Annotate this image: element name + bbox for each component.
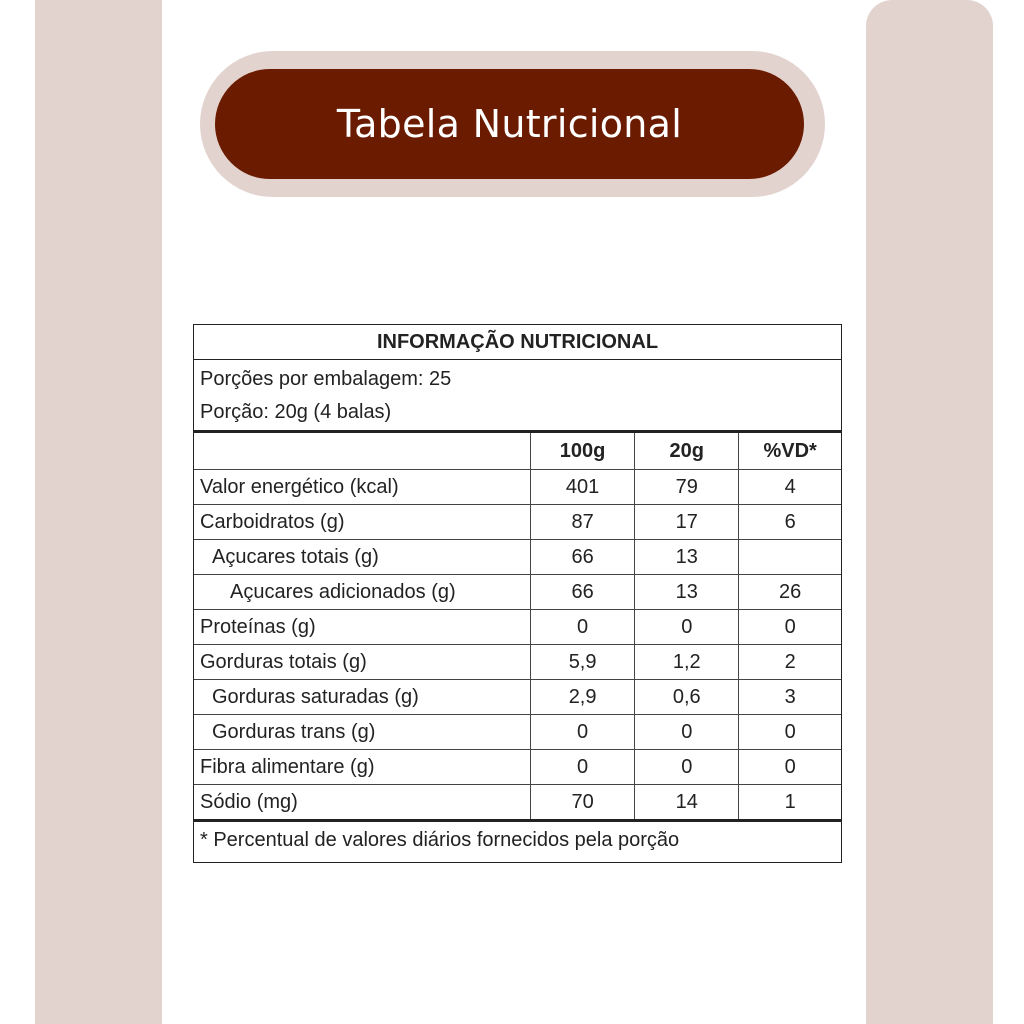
value-20g: 14 [635,785,739,821]
table-row [194,540,841,575]
nutrient-label: Carboidratos (g) [194,505,531,540]
value-100g: 5,9 [531,645,635,680]
table-row [194,785,841,821]
nutrient-label: Gorduras trans (g) [194,715,531,750]
value-vd: 0 [739,750,841,785]
value-vd: 0 [739,610,841,645]
right-decorative-band [866,0,993,1024]
value-vd: 2 [739,645,841,680]
value-20g: 0 [635,750,739,785]
nutrient-label: Fibra alimentare (g) [194,750,531,785]
value-vd: 3 [739,680,841,715]
nutrient-label: Gorduras totais (g) [194,645,531,680]
value-vd: 4 [739,470,841,505]
servings-per-package: Porções por embalagem: 25 [200,368,452,390]
nutrient-grid [194,433,841,822]
nutrient-label: Açucares totais (g) [194,540,531,575]
page-title: Tabela Nutricional [336,102,683,146]
column-header-row [194,433,841,470]
value-100g: 70 [531,785,635,821]
value-100g: 66 [531,540,635,575]
nutrient-label: Açucares adicionados (g) [194,575,531,610]
nutrient-label: Proteínas (g) [194,610,531,645]
title-banner [215,69,804,179]
table-row [194,750,841,785]
value-100g: 87 [531,505,635,540]
nutrition-table-title: INFORMAÇÃO NUTRICIONAL [194,325,841,360]
serving-info [194,360,841,433]
value-vd [739,540,841,575]
value-100g: 0 [531,715,635,750]
value-100g: 66 [531,575,635,610]
value-100g: 401 [531,470,635,505]
value-20g: 0,6 [635,680,739,715]
column-header-vd: %VD* [739,433,841,470]
table-row [194,715,841,750]
serving-size: Porção: 20g (4 balas) [200,401,392,423]
value-20g: 0 [635,610,739,645]
table-row [194,470,841,505]
value-20g: 13 [635,575,739,610]
value-20g: 17 [635,505,739,540]
nutrient-label: Sódio (mg) [194,785,531,821]
value-100g: 2,9 [531,680,635,715]
column-header-20g: 20g [635,433,739,470]
table-row [194,680,841,715]
value-20g: 79 [635,470,739,505]
value-20g: 13 [635,540,739,575]
value-20g: 1,2 [635,645,739,680]
value-100g: 0 [531,750,635,785]
value-vd: 1 [739,785,841,821]
value-vd: 0 [739,715,841,750]
left-decorative-band [35,0,162,1024]
nutrient-label: Gorduras saturadas (g) [194,680,531,715]
value-20g: 0 [635,715,739,750]
column-header-100g: 100g [531,433,635,470]
value-vd: 26 [739,575,841,610]
nutrition-facts-table [193,324,842,863]
footnote: * Percentual de valores diários fornecidos pela porção [200,829,680,851]
value-100g: 0 [531,610,635,645]
nutrient-label: Valor energético (kcal) [194,470,531,505]
value-vd: 6 [739,505,841,540]
table-row [194,575,841,610]
table-row [194,505,841,540]
header-blank-cell [194,433,531,470]
table-row [194,645,841,680]
table-row [194,610,841,645]
